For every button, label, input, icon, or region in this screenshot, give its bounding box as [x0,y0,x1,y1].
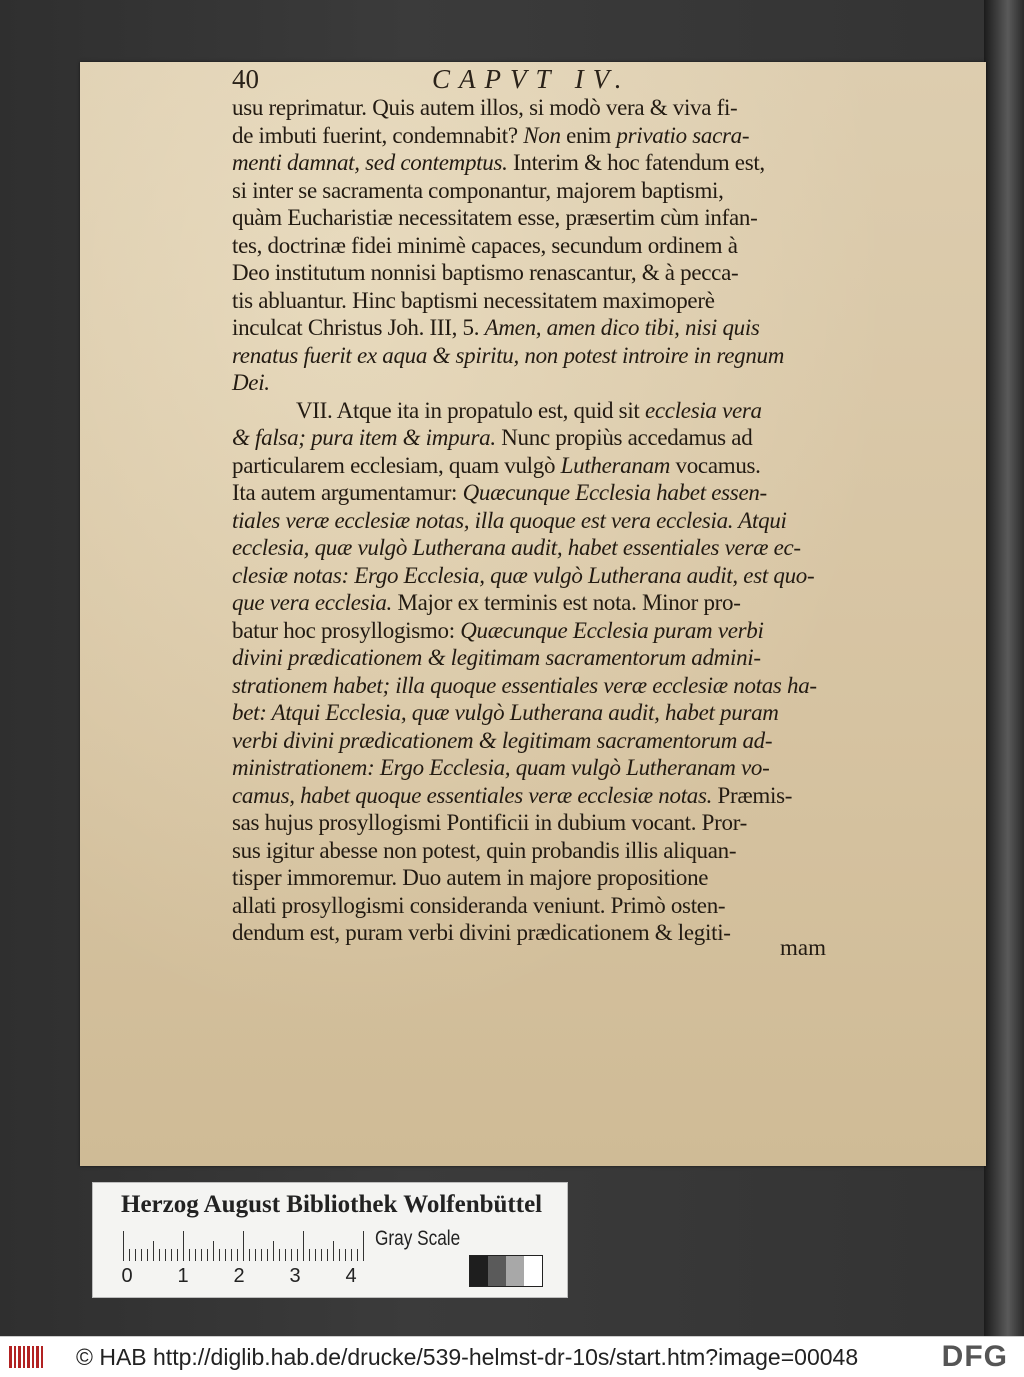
ruler-tick [309,1249,310,1261]
text-segment: vocamus. [670,452,761,478]
hab-logo-icon [8,1343,46,1371]
ruler-tick [297,1249,298,1261]
ruler-tick [261,1249,262,1261]
text-segment: bet: Atqui Ecclesia, quæ vulgò Lutherana audit, habet puram [232,700,779,725]
text-segment: Præmis- [712,782,793,808]
text-line [232,617,844,645]
ruler-number: 1 [177,1265,189,1287]
text-segment: ecclesia vera [644,397,762,423]
text-segment: privatio sacra- [616,122,750,148]
text-line [232,479,844,507]
ruler-tick [255,1249,256,1261]
ruler-tick [315,1249,316,1261]
ruler-tick [273,1241,274,1261]
text-line [232,369,844,397]
text-segment: Nunc propiùs accedamus ad [495,425,753,450]
text-segment: de imbuti fuerint, condemnabit? [232,122,524,148]
ruler-tick [225,1249,226,1261]
text-segment: enim [560,122,617,148]
text-line [232,727,844,755]
ruler-tick [183,1231,184,1261]
ruler-tick [219,1249,220,1261]
running-head: CAPVT IV. [432,64,631,94]
text-segment: batur hoc prosyllogismo: [232,617,461,643]
text-segment: usu reprimatur. Quis autem illos, si modò vera & viva fi- [232,95,738,120]
text-line [232,149,844,177]
text-line [232,122,844,150]
text-segment: camus, habet quoque essentiales veræ ecclesiæ notas. [232,782,713,808]
text-segment: tis abluantur. Hinc baptismi necessitatem maximoperè [232,287,715,313]
text-line [232,562,844,590]
text-line [232,672,844,700]
ruler-tick [189,1249,190,1261]
ruler-number: 3 [289,1265,301,1287]
color-reference-card [92,1182,568,1298]
text-line [232,534,844,562]
ruler-tick [165,1249,166,1261]
text-segment: sas hujus prosyllogismi Pontificii in dubium vocant. Pror- [232,810,747,835]
text-segment: clesiæ notas: Ergo Ecclesia, quæ vulgò Lutherana audit, est quo- [232,562,815,588]
text-segment: menti damnat, sed contemptus. [232,150,508,175]
ruler-number: 4 [345,1265,357,1287]
ruler-tick [135,1249,136,1261]
ruler-tick [351,1249,352,1261]
ruler-tick [123,1231,124,1261]
text-segment: Amen, amen dico tibi, nisi quis [484,315,760,340]
ruler-tick [141,1249,142,1261]
ruler-tick [267,1249,268,1261]
ruler-tick [327,1249,328,1261]
ruler-tick [279,1249,280,1261]
text-segment: Quæcunque Ecclesia habet essen- [462,480,767,505]
gray-scale-patches [469,1255,543,1287]
text-segment: VII. Atque ita in propatulo est, quid sit [296,397,645,423]
text-line [232,837,844,865]
text-line [232,424,844,452]
footer-copyright-url[interactable]: © HAB http://diglib.hab.de/drucke/539-helmst-dr-10s/start.htm?image=00048 [76,1344,859,1370]
text-segment: renatus fuerit ex aqua & spiritu, non potest introire in regnum [232,342,785,368]
ruler-tick [291,1249,292,1261]
gray-patch [488,1256,506,1286]
ruler-tick [213,1241,214,1261]
ruler-tick [339,1249,340,1261]
ruler-tick [201,1249,202,1261]
text-line [232,919,844,947]
text-line [232,809,844,837]
text-line [232,287,844,315]
text-segment: Interim & hoc fatendum est, [507,150,765,175]
page-header [232,64,872,98]
text-line [232,342,844,370]
text-line [232,892,844,920]
text-line [232,754,844,782]
text-segment: que vera ecclesia. [232,590,392,615]
ruler-tick [357,1249,358,1261]
text-segment: dendum est, puram verbi divini prædicationem & legiti- [232,920,731,945]
ruler-tick [303,1231,304,1261]
text-line [232,259,844,287]
ruler-tick [129,1249,130,1261]
text-segment: allati prosyllogismi consideranda veniunt. Primò osten- [232,892,726,918]
text-segment: Dei. [232,370,270,395]
page-number: 40 [232,64,259,94]
ruler-tick [195,1249,196,1261]
body-text [232,94,844,947]
text-segment: sus igitur abesse non potest, quin probandis illis aliquan- [232,837,737,863]
text-segment: divini prædicationem & legitimam sacramentorum admini- [232,645,761,670]
ruler-tick [177,1249,178,1261]
text-line [232,177,844,205]
text-segment: inculcat Christus Joh. III, 5. [232,315,485,340]
ruler-tick [243,1231,244,1261]
text-line [232,699,844,727]
ruler-tick [171,1249,172,1261]
ruler-tick [345,1249,346,1261]
text-segment: Non [523,122,561,148]
text-segment: Lutheranam [560,452,671,478]
text-segment: quàm Eucharistiæ necessitatem esse, præsertim cùm infan- [232,205,758,230]
catchword: mam [780,935,826,960]
text-segment: tes, doctrinæ fidei minimè capaces, secundum ordinem à [232,232,738,258]
text-line [232,94,844,122]
text-segment: verbi divini prædicationem & legitimam sacramentorum ad- [232,727,773,753]
gray-patch [470,1256,488,1286]
gray-patch [524,1256,542,1286]
text-segment: tiales veræ ecclesiæ notas, illa quoque est vera ecclesia. Atqui [232,507,787,533]
text-segment: Major ex terminis est nota. Minor pro- [392,590,741,615]
text-line [232,232,844,260]
dfg-logo: DFG [941,1340,1008,1373]
ruler-number: 0 [121,1265,133,1287]
text-line [232,644,844,672]
footer-bar [0,1336,1024,1377]
text-segment: & falsa; pura item & impura. [232,425,496,450]
text-segment: Deo institutum nonnisi baptismo renascantur, & à pecca- [232,260,739,285]
text-segment: ministrationem: Ergo Ecclesia, quam vulgò Lutheranam vo- [232,755,770,780]
text-segment: Quæcunque Ecclesia puram verbi [460,617,764,643]
ruler-tick [333,1241,334,1261]
ruler-tick [249,1249,250,1261]
ruler-tick [147,1249,148,1261]
text-line [232,452,844,480]
ruler-tick [207,1249,208,1261]
ruler-tick [285,1249,286,1261]
text-line [232,864,844,892]
text-line [232,507,844,535]
text-line [232,589,844,617]
ruler-tick [321,1249,322,1261]
text-line [232,782,844,810]
ruler-number: 2 [233,1265,245,1287]
text-segment: si inter se sacramenta componantur, majorem baptismi, [232,177,724,203]
ruler-tick [237,1249,238,1261]
text-segment: strationem habet; illa quoque essentiales veræ ecclesiæ notas ha- [232,672,817,698]
text-line [232,204,844,232]
ruler [123,1231,363,1261]
text-segment: particularem ecclesiam, quam vulgò [232,452,561,478]
ruler-tick [159,1249,160,1261]
text-segment: ecclesia, quæ vulgò Lutherana audit, habet essentiales veræ ec- [232,535,801,560]
text-segment: Ita autem argumentamur: [232,480,463,505]
text-line [232,397,844,425]
library-name: Herzog August Bibliothek Wolfenbüttel [121,1191,543,1218]
gray-scale-label: Gray Scale [375,1227,461,1250]
ruler-tick [153,1241,154,1261]
ruler-tick [231,1249,232,1261]
gray-patch [506,1256,524,1286]
ruler-tick [363,1231,364,1261]
text-segment: tisper immoremur. Duo autem in majore propositione [232,865,709,890]
text-line [232,314,844,342]
book-spine [984,0,1024,1336]
